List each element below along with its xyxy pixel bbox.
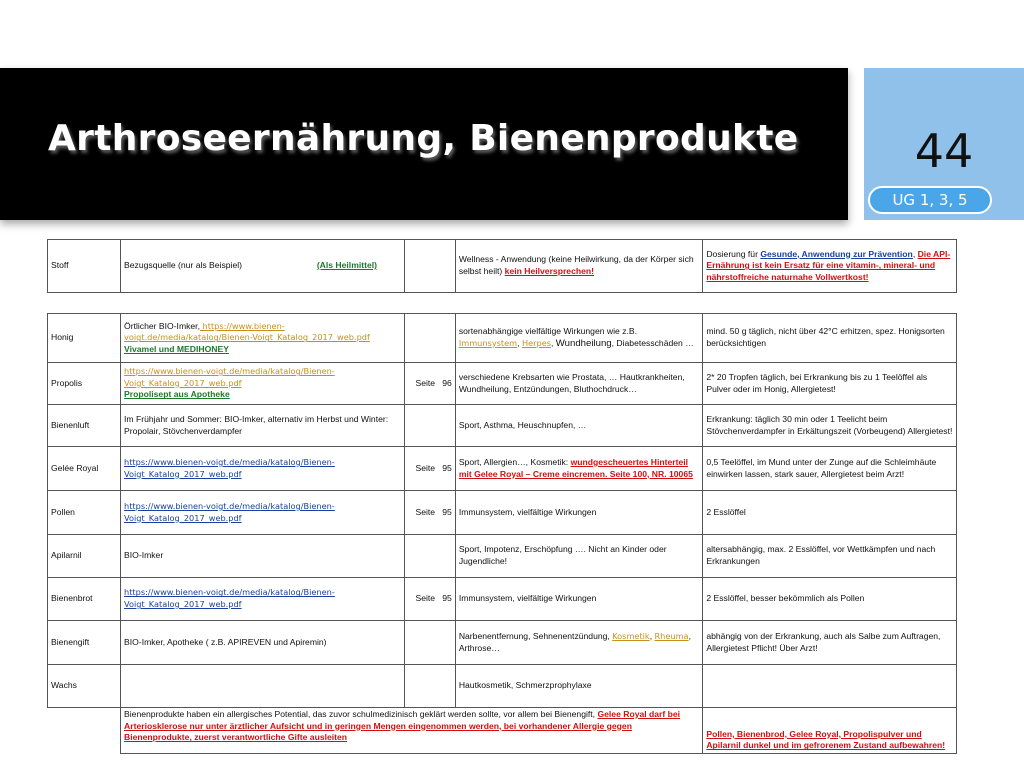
- immunsystem-link[interactable]: Immunsystem: [458, 338, 518, 348]
- row-apilarnil-stoff: Apilarnil: [48, 535, 121, 578]
- header-dosis: [703, 240, 957, 293]
- table-row: [48, 314, 957, 363]
- kosmetik-link[interactable]: Kosmetik: [612, 630, 650, 641]
- row-pollen-stoff: Pollen: [48, 491, 121, 535]
- table-row: [48, 621, 957, 665]
- header-row: [48, 240, 957, 293]
- row-wachs-source: [121, 665, 405, 708]
- table-row: [48, 665, 957, 708]
- row-bienengift-wellness: [455, 621, 703, 665]
- footer-note-text: Bienenprodukte haben ein allergisches Potential, das zuvor schulmedizinisch geklärt werden sollte, vor allem bei Bienengift,: [124, 709, 598, 719]
- row-pollen-source: [121, 491, 405, 535]
- footer-storage: [703, 708, 957, 754]
- row-bienenluft-wellness: Sport, Asthma, Heuschnupfen, …: [455, 405, 703, 447]
- header-wellness: [455, 240, 703, 293]
- ug-badge: UG 1, 3, 5: [868, 186, 992, 214]
- row-honig-source: [121, 314, 405, 363]
- header-bezug: [121, 240, 405, 293]
- row-honig-source-text: Örtlicher BIO-Imker,: [124, 320, 200, 331]
- table-row: [48, 578, 957, 621]
- row-bienenluft-stoff: Bienenluft: [48, 405, 121, 447]
- row-honig-dosis: mind. 50 g täglich, nicht über 42°C erhitzen, spez. Honigsorten berücksichtigen: [703, 314, 957, 363]
- row-bienenbrot-dosis: 2 Esslöffel, besser bekömmlich als Pollen: [703, 578, 957, 621]
- header-dosis-warning: Die API-Ernährung ist kein Ersatz für eine vitamin-, mineral- und nährstoffreiche naturnahe Vollwertkost!: [706, 248, 951, 282]
- rheuma-link[interactable]: Rheuma: [654, 630, 689, 641]
- row-propolis-source: [121, 363, 405, 405]
- row-bienenbrot-source: [121, 578, 405, 621]
- header-dosis-text: Dosierung für: [706, 248, 761, 259]
- row-apilarnil-wellness: Sport, Impotenz, Erschöpfung …. Nicht an Kinder oder Jugendliche!: [455, 535, 703, 578]
- header-wellness-warning: kein Heilversprechen!: [504, 266, 594, 276]
- table-row: [48, 363, 957, 405]
- herpes-link[interactable]: Herpes: [521, 338, 552, 348]
- table-row: [48, 491, 957, 535]
- row-bienengift-wellness-end: , Arthrose…: [458, 630, 691, 653]
- row-honig-product-link[interactable]: Vivamel und MEDIHONEY: [124, 343, 229, 354]
- bee-products-table: [47, 313, 957, 754]
- header-seite: [405, 240, 456, 293]
- row-gelee-stoff: Gelée Royal: [48, 447, 121, 491]
- footer-row: [48, 708, 957, 754]
- table-row: [48, 447, 957, 491]
- row-gelee-wellness-text: Sport, Allergien…, Kosmetik:: [458, 456, 571, 467]
- slide-number: 44: [914, 124, 974, 178]
- footer-storage-warning: Pollen, Bienenbrod, Gelee Royal, Propolispulver und Apilarnil dunkel und im gefrorenem Zustand aufbewahren!: [706, 728, 946, 751]
- row-propolis-stoff: Propolis: [48, 363, 121, 405]
- header-stoff: Stoff: [48, 240, 121, 293]
- row-honig-sep1: ,: [517, 338, 522, 348]
- row-honig-wellness: [455, 314, 703, 363]
- praevention-link[interactable]: Gesunde, Anwendung zur Prävention: [760, 248, 913, 259]
- row-bienengift-sep1: ,: [649, 630, 655, 641]
- row-bienengift-dosis: abhängig von der Erkrankung, auch als Salbe zum Auftragen, Allergietest Pflicht! Über Arzt!: [703, 621, 957, 665]
- row-bienengift-wellness-text: Narbenentfernung, Sehnenentzündung,: [458, 630, 613, 641]
- slide-title: Arthroseernährung, Bienenprodukte: [48, 118, 799, 159]
- row-bienenbrot-stoff: Bienenbrot: [48, 578, 121, 621]
- row-bienenbrot-seite: Seite 95: [405, 578, 456, 621]
- row-propolis-wellness: verschiedene Krebsarten wie Prostata, … Hautkrankheiten, Wundheilung, Entzündungen, Bluthochdruck…: [455, 363, 703, 405]
- row-honig-wundheilung: Wundheilung: [555, 338, 612, 349]
- heilmittel-link[interactable]: (Als Heilmittel): [316, 260, 377, 271]
- footer-note: [121, 708, 703, 754]
- row-bienengift-seite: [405, 621, 456, 665]
- row-apilarnil-source: BIO-Imker: [121, 535, 405, 578]
- row-gelee-wellness-warning[interactable]: wundgescheuertes Hinterteil mit Gelee Royal – Creme eincremen. Seite 100, NR. 10065: [458, 456, 693, 479]
- row-honig-catalog-link[interactable]: https://www.bienen-voigt.de/media/katalog/Bienen-Voigt_Katalog_2017_web.pdf: [124, 320, 370, 343]
- row-apilarnil-seite: [405, 535, 456, 578]
- row-pollen-wellness: Immunsystem, vielfältige Wirkungen: [455, 491, 703, 535]
- row-pollen-dosis: 2 Esslöffel: [703, 491, 957, 535]
- row-honig-stoff: Honig: [48, 314, 121, 363]
- row-wachs-stoff: Wachs: [48, 665, 121, 708]
- row-honig-wellness-end: , Diabetesschäden …: [611, 338, 694, 348]
- row-bienengift-source: BIO-Imker, Apotheke ( z.B. APIREVEN und Apiremin): [121, 621, 405, 665]
- row-gelee-catalog-link[interactable]: https://www.bienen-voigt.de/media/katalog/Bienen-Voigt_Katalog_2017_web.pdf: [124, 456, 335, 479]
- row-honig-sep2: ,: [551, 338, 556, 348]
- header-dosis-comma: ,: [912, 248, 918, 259]
- row-wachs-dosis: [703, 665, 957, 708]
- row-propolis-catalog-link[interactable]: https://www.bienen-voigt.de/media/katalog/Bienen-Voigt_Katalog_2017_web.pdf: [124, 366, 335, 388]
- row-bienenluft-seite: [405, 405, 456, 447]
- row-honig-wellness-text: sortenabhängige vielfältige Wirkungen wie z.B.: [458, 326, 637, 337]
- row-bienengift-stoff: Bienengift: [48, 621, 121, 665]
- table-row: [48, 405, 957, 447]
- row-bienenluft-dosis: Erkrankung: täglich 30 min oder 1 Teelicht beim Stövchenverdampfer in Erkältungszeit (Vorbeugend) Allergietest!: [703, 405, 957, 447]
- row-propolis-seite: Seite 96: [405, 363, 456, 405]
- header-bezug-label: Bezugsquelle (nur als Beispiel): [124, 260, 243, 271]
- row-gelee-seite: Seite 95: [405, 447, 456, 491]
- row-gelee-source: [121, 447, 405, 491]
- row-honig-seite: [405, 314, 456, 363]
- row-bienenluft-source: Im Frühjahr und Sommer: BIO-Imker, alternativ im Herbst und Winter: Propolair, Stövchenverdampfer: [121, 405, 405, 447]
- row-pollen-catalog-link[interactable]: https://www.bienen-voigt.de/media/katalog/Bienen-Voigt_Katalog_2017_web.pdf: [124, 500, 335, 523]
- row-wachs-wellness: Hautkosmetik, Schmerzprophylaxe: [455, 665, 703, 708]
- row-pollen-seite: Seite 95: [405, 491, 456, 535]
- row-bienenbrot-catalog-link[interactable]: https://www.bienen-voigt.de/media/katalog/Bienen-Voigt_Katalog_2017_web.pdf: [124, 587, 335, 609]
- row-propolis-dosis: 2* 20 Tropfen täglich, bei Erkrankung bis zu 1 Teelöffel als Pulver oder im Honig, Allergietest!: [703, 363, 957, 405]
- row-apilarnil-dosis: altersabhängig, max. 2 Esslöffel, vor Wettkämpfen und nach Erkrankungen: [703, 535, 957, 578]
- row-gelee-dosis: 0,5 Teelöffel, im Mund unter der Zunge auf die Schleimhäute einwirken lassen, stark sauer, Allergietest beim Arzt!: [703, 447, 957, 491]
- header-table: [47, 239, 957, 293]
- row-gelee-wellness: [455, 447, 703, 491]
- header-wellness-text: Wellness - Anwendung (keine Heilwirkung, da der Körper sich selbst heilt): [458, 254, 694, 276]
- row-propolis-product-link[interactable]: Propolisept aus Apotheke: [124, 389, 230, 400]
- row-bienenbrot-wellness: Immunsystem, vielfältige Wirkungen: [455, 578, 703, 621]
- table-row: [48, 535, 957, 578]
- footer-note-warning: Gelee Royal darf bei Arteriosklerose nur unter ärztlicher Aufsicht und in geringen Mengen eingenommen werden, bei vorhandener Allergie gegen Bienenprodukte, zuerst verantwortliche Gifte ausleiten: [124, 709, 681, 743]
- footer-spacer: [48, 708, 121, 754]
- row-wachs-seite: [405, 665, 456, 708]
